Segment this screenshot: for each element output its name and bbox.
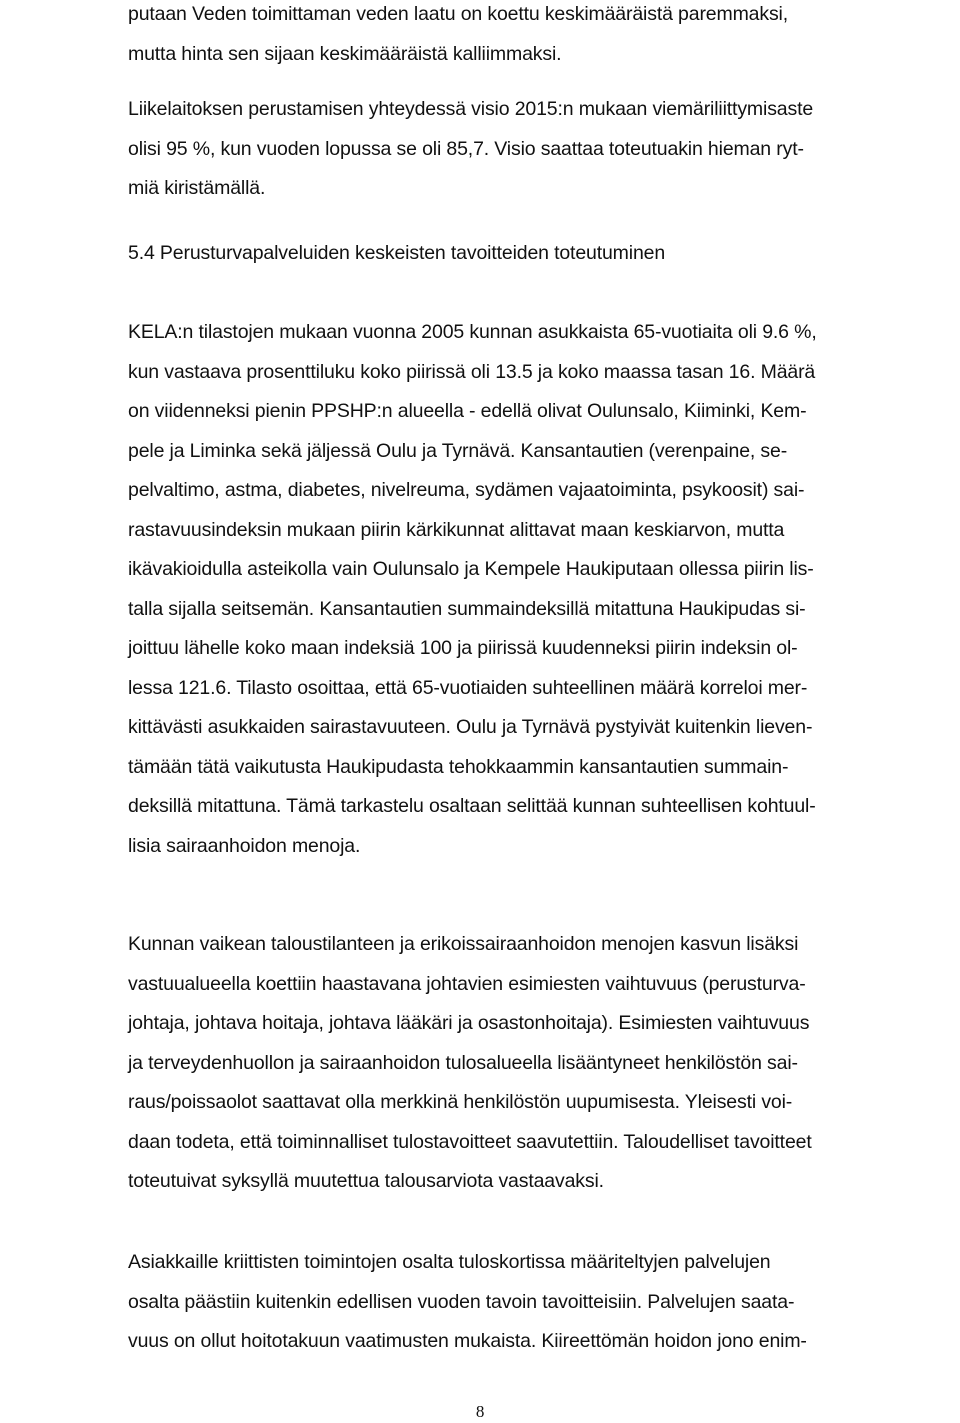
text-line: Asiakkaille kriittisten toimintojen osalta tuloskortissa määriteltyjen palvelujen (128, 1251, 771, 1273)
text-line: tämään tätä vaikutusta Haukipudasta tehokkaammin kansantautien summain- (128, 755, 789, 778)
text-line: joittuu lähelle koko maan indeksiä 100 ja piirissä kuudenneksi piirin indeksin ol- (128, 637, 798, 659)
text-line: johtaja, johtava hoitaja, johtava lääkäri ja osastonhoitaja). Esimiesten vaihtuvuus (128, 1012, 810, 1034)
text-line: on viidenneksi pienin PPSHP:n alueella - edellä olivat Oulunsalo, Kiiminki, Kem- (128, 400, 807, 422)
text-line: Kunnan vaikean taloustilanteen ja erikoissairaanhoidon menojen kasvun lisäksi (128, 933, 799, 955)
text-line: vastuualueella koettiin haastavana johtavien esimiesten vaihtuvuus (perusturva- (128, 972, 806, 995)
page-number: 8 (475, 1402, 485, 1421)
text-line: rastavuusindeksin mukaan piirin kärkikunnat alittavat maan keskiarvon, mutta (128, 518, 785, 541)
text-line: kittävästi asukkaiden sairastavuuteen. Oulu ja Tyrnävä pystyivät kuitenkin lieven- (128, 716, 813, 738)
paragraph-management-turnover (128, 925, 928, 1202)
text-line: putaan Veden toimittaman veden laatu on koettu keskimääräistä paremmaksi, (128, 3, 789, 25)
text-line: lessa 121.6. Tilasto osoittaa, että 65-vuotiaiden suhteellinen määrä korreloi mer- (128, 676, 808, 699)
text-line: deksillä mitattuna. Tämä tarkastelu osaltaan selittää kunnan suhteellisen kohtuul- (128, 795, 816, 817)
text-line: Liikelaitoksen perustamisen yhteydessä visio 2015:n mukaan viemäriliittymisaste (128, 98, 814, 120)
paragraph-kela-statistics (128, 313, 928, 866)
text-line: pele ja Liminka sekä jäljessä Oulu ja Tyrnävä. Kansantautien (verenpaine, se- (128, 439, 788, 462)
text-line: daan todeta, että toiminnalliset tulostavoitteet saavutettiin. Taloudelliset tavoitteet (128, 1130, 812, 1153)
text-line: mutta hinta sen sijaan keskimääräistä kalliimmaksi. (128, 42, 562, 65)
text-line: vuus on ollut hoitotakuun vaatimusten mukaista. Kiireettömän hoidon jono enim- (128, 1330, 807, 1352)
paragraph-critical-services (128, 1243, 928, 1362)
text-line: osalta päästiin kuitenkin edellisen vuoden tavoin tavoitteisiin. Palvelujen saata- (128, 1290, 795, 1313)
section-heading (128, 234, 928, 274)
text-line: lisia sairaanhoidon menoja. (128, 834, 361, 857)
text-line: ikävakioidulla asteikolla vain Oulunsalo ja Kempele Haukiputaan ollessa piirin lis- (128, 558, 814, 580)
text-line: pelvaltimo, astma, diabetes, nivelreuma, sydämen vajaatoiminta, psykoosit) sai- (128, 479, 805, 501)
text-line: olisi 95 %, kun vuoden lopussa se oli 85,7. Visio saattaa toteutuakin hieman ryt- (128, 137, 804, 160)
text-line: KELA:n tilastojen mukaan vuonna 2005 kunnan asukkaista 65-vuotiaita oli 9.6 %, (128, 321, 817, 343)
text-line: raus/poissaolot saattavat olla merkkinä henkilöstön uupumisesta. Yleisesti voi- (128, 1091, 793, 1113)
text-line: ja terveydenhuollon ja sairaanhoidon tulosalueella lisääntyneet henkilöstön sai- (128, 1051, 798, 1074)
text-line: toteutuivat syksyllä muutettua talousarviota vastaavaksi. (128, 1170, 604, 1192)
text-line: talla sijalla seitsemän. Kansantautien summaindeksillä mitattuna Haukipudas si- (128, 597, 806, 620)
section-heading-text: 5.4 Perusturvapalveluiden keskeisten tavoitteiden toteutuminen (128, 242, 666, 264)
text-line: kun vastaava prosenttiluku koko piirissä oli 13.5 ja koko maassa tasan 16. Määrä (128, 360, 816, 383)
paragraph-water-quality (128, 0, 928, 74)
text-line: miä kiristämällä. (128, 177, 266, 199)
paragraph-sewer-vision (128, 90, 928, 209)
